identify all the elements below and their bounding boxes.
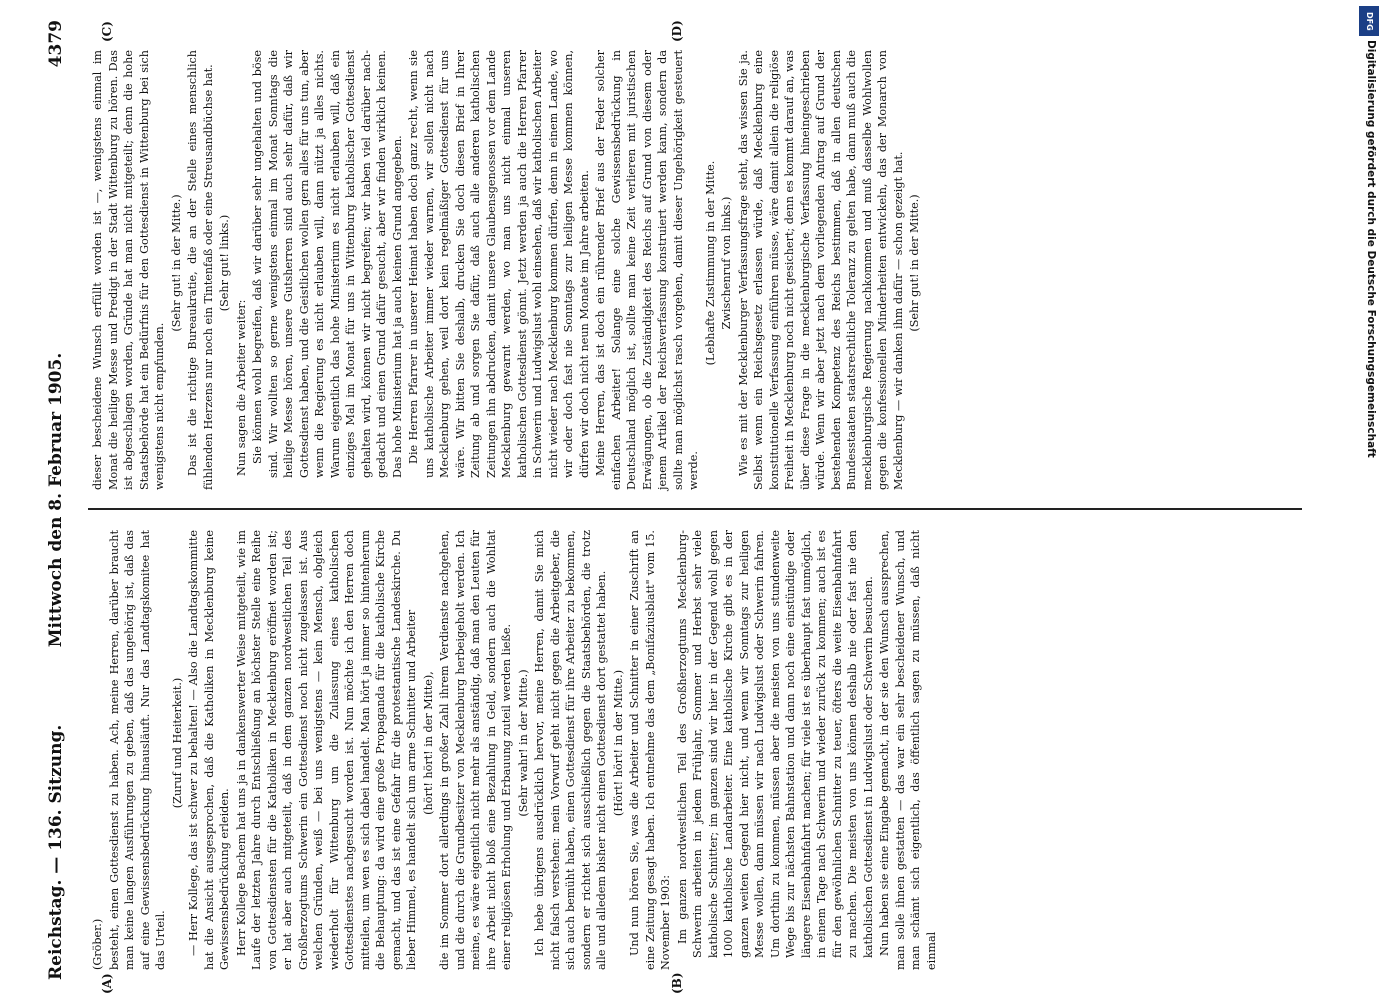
interjection: (Sehr gut! in der Mitte.) [169, 194, 183, 332]
interjection: (Sehr wahr! in der Mitte.) [516, 669, 530, 817]
page-number: 4379 [46, 20, 66, 68]
left-paragraph: — Herr Kollege, das ist schwer zu behalten! — Also die Landtagskommitte hat die Ansicht ausgesprochen, daß die Katholiken in Mecklenburg keine Gewissensbedrückung erleiden. [187, 530, 231, 970]
marker-c: (C) [100, 21, 114, 42]
right-column [90, 50, 1300, 490]
left-paragraph: die im Sommer dort allerdings in großer Zahl ihrem Verdienste nachgehen, und die durch die Grundbesitzer von Mecklenburg herbeigeholt werden. Ich meine, es wäre eigentlich nicht mehr als anständig, daß man den Leuten für ihre Arbeit nicht bloß eine Bezahlung in Geld, sondern auch die Wohltat einer religiösen Erholung und Erbauung zuteil werden ließe. [438, 530, 513, 970]
interjection: (Lebhafte Zustimmung in der Mitte. [703, 160, 717, 366]
right-paragraph: dieser bescheidene Wunsch erfüllt worden ist —, wenigstens einmal im Monat die heilige Messe und Predigt in der Stadt Wittenburg zu hören. Das ist abgeschlagen worden, Gründe hat man nicht mitgeteilt; denn die hohe Staatsbehörde hat ein Bedürfnis für den Gottesdienst in Wittenburg bei sich wenigstens nicht empfunden. [91, 50, 166, 490]
interjection: (Hört! hört! in der Mitte.) [611, 669, 625, 817]
left-paragraph: Ich hebe übrigens ausdrücklich hervor, meine Herren, damit Sie mich nicht falsch verstehen: mein Vorwurf geht nicht gegen die Arbeitgeber, die sich auch bemüht haben, einen Gottesdienst für ihre Arbeiter zu bekommen, sondern er richtet sich ausschließlich gegen die Staatsbehörden, die trotz alle und alledem bisher nicht einen Gottesdienst dort gestattet haben. [533, 530, 608, 970]
dfg-logo: DFG [1359, 6, 1379, 36]
quoted-letter: Die Herren Pfarrer in unserer Heimat haben doch ganz recht, wenn sie uns katholische Arbeiter immer wieder warnen, wir sollen nicht nach Mecklenburg gehen, weil dort kein regelmäßiger Gottesdienst für uns wäre. Wir bitten Sie deshalb, drucken Sie doch diesen Brief in Ihrer Zeitung ab und sorgen Sie dafür, daß auch alle anderen katholischen Zeitungen ihn abdrucken, damit unsere Glaubensgenossen vor dem Lande Mecklenburg gewarnt werden, wo man uns nicht einmal unseren katholischen Gottesdienst gönnt. Jetzt werden ja auch die Herren Pfarrer in Schwerin und Ludwigslust wohl einsehen, daß wir katholischen Arbeiter nicht wieder nach Mecklenburg kommen dürfen, denn in einem Lande, wo wir oder doch fast nie Sonntags zur heiligen Messe kommen können, dürfen wir doch nicht neun Monate im Jahre arbeiten. [407, 50, 591, 478]
header-center: Mittwoch den 8. Februar 1905. [46, 352, 66, 648]
interjection: (Sehr gut! in der Mitte.) [908, 194, 921, 332]
funding-stamp-text: Digitalisierung gefördert durch die Deutsche Forschungsgemeinschaft [1365, 40, 1377, 458]
marker-b: (B) [670, 972, 684, 994]
speaker-label: (Gröber.) [91, 918, 104, 970]
page-header [40, 20, 74, 980]
column-divider [88, 508, 1302, 510]
right-paragraph: Wie es mit der Mecklenburger Verfassungsfrage steht, das wissen Sie ja. Selbst wenn ein Reichsgesetz erlassen würde, daß Mecklenburg eine konstitutionelle Verfassung einführen müsse, wäre damit allein die religiöse Freiheit in Mecklenburg noch nicht gesichert; denn es kommt darauf an, was über diese Frage in die mecklenburgische Verfassung hineingeschrieben würde. Wenn wir aber jetzt nach dem vorliegenden Antrag auf Grund der bestehenden Kompetenz des Reichs bestimmen, daß in allen deutschen Bundesstaaten staatsrechtliche Toleranz zu gelten habe, dann muß auch die mecklenburgische Regierung nachkommen und muß dasselbe Wohlwollen gegen die konfessionellen Minderheiten entwickeln, das der Monarch von Mecklenburg — wir danken ihm dafür — schon gezeigt hat. [736, 50, 905, 490]
funding-stamp [1359, 40, 1377, 960]
right-paragraph: Das ist die richtige Bureaukratie, die an der Stelle eines menschlich fühlenden Herzens nur noch ein Tintenfaß oder eine Streusandbüchse hat. [186, 50, 215, 490]
right-paragraph: Nun sagen die Arbeiter weiter: [234, 299, 248, 476]
left-column [90, 530, 1300, 970]
marker-d: (D) [670, 20, 684, 42]
left-paragraph: Nun haben sie eine Eingabe gemacht, in der sie den Wunsch aussprechen, man solle ihnen gestatten — das war ein sehr bescheidener Wunsch, und man schämt sich eigentlich, das öffentlich sagen zu müssen, daß nicht einmal [878, 530, 938, 970]
interjection: (Sehr gut! links.) [218, 214, 231, 312]
quoted-letter: Sie können wohl begreifen, daß wir darüber sehr ungehalten und böse sind. Wir wollten so gerne wenigstens einmal im Monat Sonntags die heilige Messe hören, unsere Gutsherren sind auch sehr dafür, daß wir Gottesdienst haben, und die Geistlichen wollen gern alles für uns tun, aber wenn die Regierung es nicht erlauben will, dann nützt ja alles nichts. Warum eigentlich das hohe Ministerium es nicht erlauben will, daß ein einziges Mal im Monat für uns in Wittenburg katholischer Gottesdienst gehalten wird, können wir nicht begreifen; wir haben viel darüber nachgedacht und einen Grund dafür gesucht, aber wir finden wirklich keinen. Das hohe Ministerium hat ja auch keinen Grund angegeben. [251, 50, 404, 478]
interjection: (Zuruf und Heiterkeit.) [170, 677, 184, 809]
left-paragraph: Herr Kollege Bachem hat uns ja in dankenswerter Weise mitgeteilt, wie im Laufe der letzten Jahre durch Entschließung an höchster Stelle eine Reihe von Gottesdiensten für die Katholiken in Mecklenburg eröffnet worden ist; er hat aber auch mitgeteilt, daß in dem ganzen nordwestlichen Teil des Großherzogtums Schwerin ein Gottesdienst noch nicht zugelassen ist. Aus welchen Gründen, weiß — bei uns wenigstens — kein Mensch, obgleich wiederholt für Wittenburg um die Zulassung eines katholischen Gottesdienstes nachgesucht worden ist. Nun möchte ich den Herren doch mitteilen, um wen es sich dabei handelt. Man hört ja immer so hintenherum die Behauptung: da wird eine große Propaganda für die katholische Kirche gemacht, und das ist eine Gefahr für die protestantische Landeskirche. Du lieber Himmel, es handelt sich um arme Schnitter und Arbeiter [234, 530, 418, 970]
rotated-page [30, 0, 1320, 1000]
marker-a: (A) [100, 973, 114, 994]
left-paragraph: Und nun hören Sie, was die Arbeiter und Schnitter in einer Zuschrift an eine Zeitung gesagt haben. Ich entnehme das dem „Bonifaziusblatt" vom 15. November 1903: [628, 530, 672, 970]
interjection: Zwischenruf von links.) [720, 196, 733, 330]
interjection: (hört! hört! in der Mitte), [421, 671, 435, 815]
right-paragraph: Meine Herren, das ist doch ein rührender Brief aus der Feder solcher einfachen Arbeiter! Solange eine solche Gewissensbedrückung in Deutschland möglich ist, sollte man keine Zeit verlieren mit juristischen Erwägungen, ob die Zuständigkeit des Reichs auf Grund von diesem oder jenem Artikel der Reichsverfassung konstruiert werden kann, sondern da sollte man möglichst rasch vorgehen, damit dieser Ungehörigkeit gesteuert werde. [594, 50, 700, 490]
quoted-letter: Im ganzen nordwestlichen Teil des Großherzogtums Mecklenburg-Schwerin arbeiten in jedem Frühjahr, Sommer und Herbst sehr viele katholische Schnitter; im ganzen sind wir hier in der Gegend wohl gegen 1000 katholische Landarbeiter. Eine katholische Kirche gibt es in der ganzen weiten Gegend hier nicht, und wenn wir Sonntags zur heiligen Messe wollen, dann müssen wir nach Ludwigslust oder Schwerin fahren. Um dorthin zu kommen, müssen aber die meisten von uns stundenweite Wege bis zur nächsten Bahnstation und dann noch eine einstündige oder längere Eisenbahnfahrt machen; für viele ist es überhaupt fast unmöglich, in einem Tage nach Schwerin und wieder zurück zu kommen; auch ist es für den gewöhnlichen Schnitter zu teuer, öfters die weite Eisenbahnfahrt zu machen. Die meisten von uns können deshalb nie oder fast nie den katholischen Gottesdienst in Ludwigslust oder Schwerin besuchen. [675, 530, 875, 958]
left-paragraph: besteht, einen Gottesdienst zu haben. Ach, meine Herren, darüber braucht man keine langen Ausführungen zu geben, daß das ungehörig ist, daß das auf eine Gewissensbedrückung hinausläuft. Nur das Landtagskomitee hat das Urteil. [107, 530, 167, 970]
header-left: Reichstag. — 136. Sitzung. [46, 724, 66, 980]
